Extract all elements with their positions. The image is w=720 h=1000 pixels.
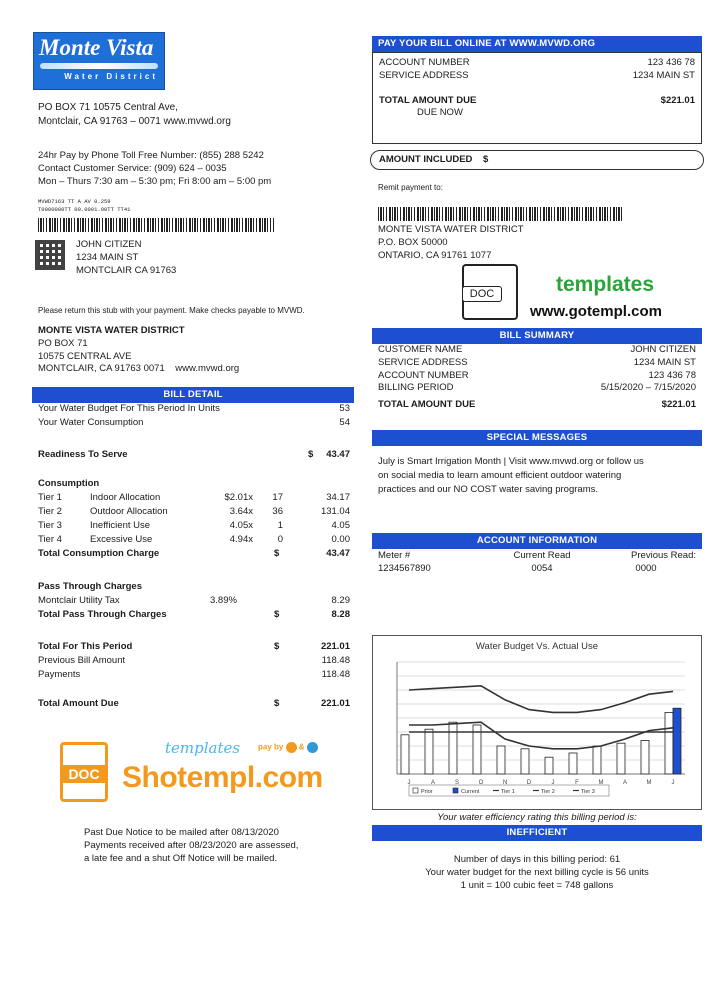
- summary-label: CUSTOMER NAME: [378, 344, 463, 355]
- district-name: MONTE VISTA WATER DISTRICT: [38, 325, 185, 336]
- tier-row: Tier 3 Inefficient Use 4.05x 1 4.05: [38, 519, 350, 531]
- water-chart: [372, 635, 702, 810]
- next-budget: Your water budget for the next billing cycle is 56 units: [425, 866, 649, 878]
- logo-wave: [40, 63, 158, 69]
- summary-total-label: TOTAL AMOUNT DUE: [378, 399, 476, 411]
- previous-read-value: 0000: [635, 562, 657, 574]
- remit-label: Remit payment to:: [378, 183, 443, 192]
- bar-prior: [425, 729, 433, 774]
- legend-label: Current: [461, 789, 480, 795]
- bar-prior: [521, 749, 529, 774]
- tick-label: M: [646, 780, 652, 786]
- total-period-value: 221.01: [320, 640, 350, 652]
- bar-prior: [569, 753, 577, 774]
- summary-label: SERVICE ADDRESS: [378, 356, 468, 368]
- bar-prior: [617, 743, 625, 774]
- amount-included-field[interactable]: [370, 150, 704, 170]
- budget-value: 53: [339, 402, 350, 414]
- previous-read-col: Previous Read:: [631, 550, 696, 561]
- bar-prior: [449, 722, 457, 774]
- amount-included-label: AMOUNT INCLUDED: [379, 154, 473, 165]
- consumption-label: Your Water Consumption: [38, 416, 144, 428]
- tier-row: Tier 4 Excessive Use 4.94x 0 0.00: [38, 533, 350, 545]
- address-line1: PO BOX 71 10575 Central Ave,: [38, 102, 178, 113]
- logo-line1: Monte Vista: [39, 35, 154, 60]
- consumption-header: Consumption: [38, 477, 100, 489]
- tier-row: Tier 1 Indoor Allocation $2.01x 17 34.17: [38, 491, 350, 503]
- meter-value: 1234567890: [378, 562, 431, 574]
- bar-prior: [545, 757, 553, 774]
- doc-file-icon: DOC: [60, 742, 108, 802]
- consumption-value: 54: [339, 416, 350, 428]
- total-amount-due-label: TOTAL AMOUNT DUE: [379, 94, 477, 106]
- previous-bill-label: Previous Bill Amount: [38, 654, 126, 666]
- tax-value: 8.29: [331, 594, 350, 606]
- past-due-line3: a late fee and a shut Off Notice will be mailed.: [84, 852, 278, 864]
- total-amount-due-value: $221.01: [660, 94, 695, 106]
- tick-label: J: [551, 780, 555, 786]
- bar-prior: [593, 746, 601, 774]
- district-web: www.mvwd.org: [175, 363, 240, 375]
- summary-value: 123 436 78: [648, 369, 696, 381]
- total-consumption-currency: $: [274, 547, 280, 559]
- current-read-col: Current Read: [513, 550, 571, 561]
- tick-label: J: [407, 780, 411, 786]
- qr-code-icon: [35, 240, 65, 270]
- tick-label: D: [526, 780, 532, 786]
- tier-row: Tier 2 Outdoor Allocation 3.64x 36 131.04: [38, 505, 350, 517]
- legend-label: Prior: [421, 789, 433, 795]
- tick-label: N: [502, 780, 508, 786]
- payments-label: Payments: [38, 668, 81, 680]
- total-pass-value: 8.28: [331, 608, 350, 620]
- tick-label: A: [430, 780, 436, 786]
- total-due-currency: $: [274, 697, 280, 709]
- legend-label: Tier 2: [541, 789, 555, 795]
- previous-bill-value: 118.48: [321, 654, 350, 666]
- service-address-label: SERVICE ADDRESS: [379, 69, 469, 81]
- account-number-value: 123 436 78: [647, 57, 695, 68]
- district-box: PO BOX 71: [38, 337, 88, 349]
- total-period-currency: $: [274, 640, 280, 652]
- past-due-line2: Payments received after 08/23/2020 are assessed,: [84, 839, 299, 851]
- customer-street: 1234 MAIN ST: [76, 251, 139, 263]
- tax-rate: 3.89%: [210, 594, 237, 606]
- summary-value: JOHN CITIZEN: [630, 344, 696, 355]
- legend-swatch: [413, 788, 418, 793]
- meter-col: Meter #: [378, 550, 411, 561]
- tick-label: A: [622, 780, 628, 786]
- total-period-label: Total For This Period: [38, 640, 133, 652]
- tick-label: J: [671, 780, 675, 786]
- remit-box: P.O. BOX 50000: [378, 236, 448, 248]
- watermark-pay-by: pay by &: [258, 742, 318, 753]
- tick-label: S: [454, 780, 460, 786]
- remit-city: ONTARIO, CA 91761 1077: [378, 249, 492, 261]
- bar-prior: [497, 746, 505, 774]
- legend-swatch: [453, 788, 458, 793]
- district-logo: [33, 32, 165, 90]
- efficiency-rating: INEFFICIENT: [372, 825, 702, 841]
- summary-label: BILLING PERIOD: [378, 382, 454, 394]
- address-line2: Montclair, CA 91763 – 0071 www.mvwd.org: [38, 115, 231, 127]
- doc-file-icon: DOC: [462, 264, 518, 320]
- legend-label: Tier 3: [581, 789, 595, 795]
- readiness-currency: $: [308, 448, 314, 460]
- chart-svg: [373, 654, 701, 809]
- pay-online-box: [372, 52, 702, 144]
- bill-summary-header: BILL SUMMARY: [372, 328, 702, 344]
- special-message-text: July is Smart Irrigation Month | Visit www.mvwd.org or follow us on social media to learn amount efficient outdoor watering practices and our NO COST water saving programs.: [378, 456, 644, 495]
- past-due-line1: Past Due Notice to be mailed after 08/13/2020: [84, 827, 279, 838]
- total-consumption-value: 43.47: [326, 547, 350, 559]
- summary-value: 1234 MAIN ST: [633, 356, 696, 368]
- bill-detail-header: BILL DETAIL: [32, 387, 354, 403]
- customer-name: JOHN CITIZEN: [76, 239, 142, 250]
- remit-name: MONTE VISTA WATER DISTRICT: [378, 224, 524, 235]
- summary-total-value: $221.01: [661, 399, 696, 411]
- watermark-right-bottom: www.gotempl.com: [530, 303, 662, 320]
- mail-barcode: [38, 218, 274, 232]
- logo-line2: Water District: [64, 72, 158, 81]
- watermark-left: [60, 738, 350, 806]
- mail-code-2: T0000000TT 00.0001.00TT TT41: [38, 206, 131, 213]
- chart-title: Water Budget Vs. Actual Use: [475, 641, 599, 652]
- due-now: DUE NOW: [417, 107, 463, 119]
- bar-prior: [641, 740, 649, 774]
- total-pass-label: Total Pass Through Charges: [38, 608, 167, 620]
- total-pass-currency: $: [274, 608, 280, 620]
- office-hours: Mon – Thurs 7:30 am – 5:30 pm; Fri 8:00 am – 5:00 pm: [38, 175, 272, 187]
- tick-label: F: [575, 780, 579, 786]
- customer-service-phone: Contact Customer Service: (909) 624 – 0035: [38, 162, 227, 174]
- tax-label: Montclair Utility Tax: [38, 594, 120, 606]
- current-read-value: 0054: [531, 562, 553, 574]
- summary-label: ACCOUNT NUMBER: [378, 369, 469, 381]
- amount-included-currency: $: [482, 154, 489, 165]
- district-city: MONTCLAIR, CA 91763 0071: [38, 363, 165, 375]
- readiness-value: 43.47: [326, 448, 350, 460]
- account-info-header: ACCOUNT INFORMATION: [372, 533, 702, 549]
- total-due-value: 221.01: [320, 697, 350, 709]
- total-consumption-label: Total Consumption Charge: [38, 547, 160, 559]
- total-due-label: Total Amount Due: [38, 697, 119, 709]
- legend-label: Tier 1: [501, 789, 515, 795]
- payments-value: 118.48: [321, 668, 350, 680]
- customer-city: MONTCLAIR CA 91763: [76, 264, 177, 276]
- watermark-small: templates: [165, 739, 241, 757]
- efficiency-line: Your water efficiency rating this billing period is:: [437, 812, 637, 823]
- pass-through-header: Pass Through Charges: [38, 580, 142, 592]
- readiness-label: Readiness To Serve: [38, 448, 128, 460]
- service-address-value: 1234 MAIN ST: [632, 69, 695, 81]
- bar-prior: [665, 712, 673, 774]
- remit-barcode: [378, 207, 623, 221]
- bar-prior: [401, 735, 409, 774]
- days-in-period: Number of days in this billing period: 61: [453, 854, 621, 865]
- paypal-icon: [307, 742, 318, 753]
- return-note: Please return this stub with your payment. Make checks payable to MVWD.: [38, 306, 305, 315]
- tick-label: O: [478, 780, 484, 786]
- tick-label: M: [598, 780, 604, 786]
- budget-label: Your Water Budget For This Period In Units: [38, 402, 220, 414]
- watermark-right-top: templates: [556, 273, 655, 296]
- district-street: 10575 CENTRAL AVE: [38, 350, 132, 362]
- pay-by-phone: 24hr Pay by Phone Toll Free Number: (855) 288 5242: [38, 150, 264, 161]
- watermark-brand: Shotempl.com: [122, 761, 323, 794]
- mail-code-1: MVWD7163 TT A AV 0.259: [38, 198, 111, 205]
- summary-value: 5/15/2020 – 7/15/2020: [600, 382, 696, 394]
- bar-current: [673, 708, 681, 774]
- special-messages-header: SPECIAL MESSAGES: [372, 430, 702, 446]
- bitcoin-icon: [286, 742, 297, 753]
- account-number-label: ACCOUNT NUMBER: [379, 57, 470, 68]
- pay-online-header: PAY YOUR BILL ONLINE AT WWW.MVWD.ORG: [372, 36, 702, 52]
- unit-conversion: 1 unit = 100 cubic feet = 748 gallons: [460, 879, 614, 891]
